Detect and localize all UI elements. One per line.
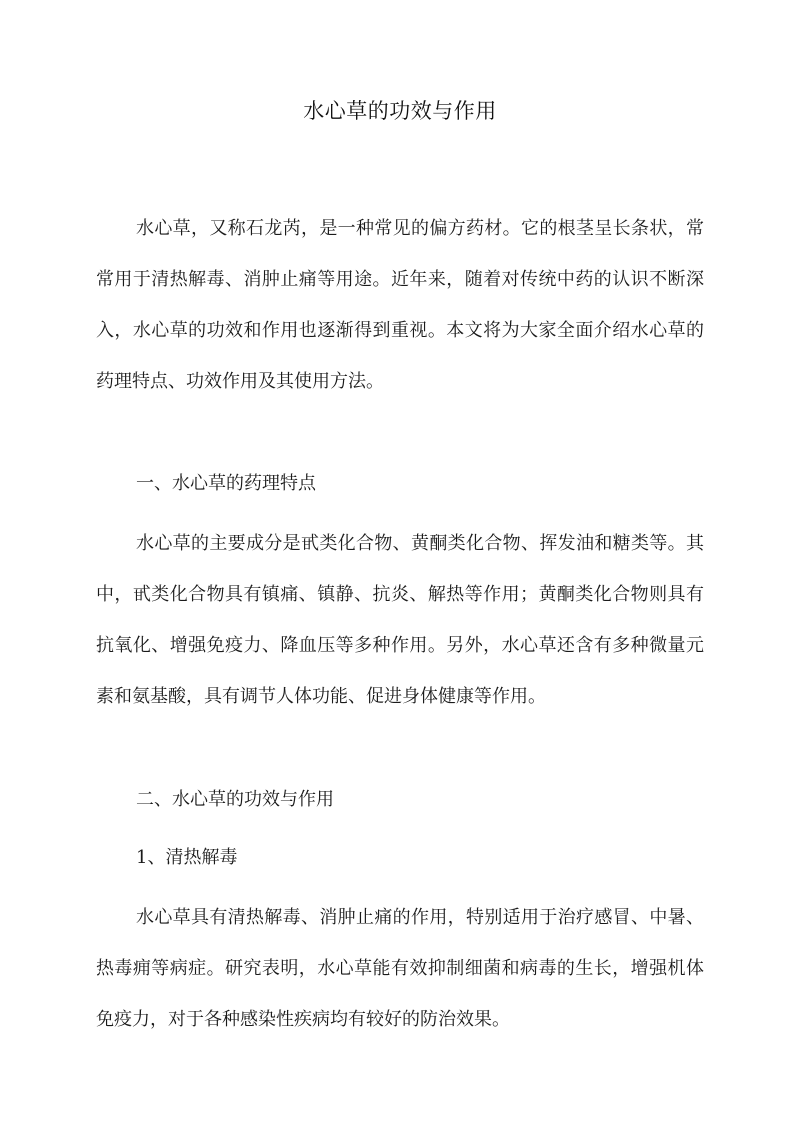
section-1-heading-block <box>96 458 704 509</box>
intro-paragraph: 水心草，又称石龙芮，是一种常见的偏方药材。它的根茎呈长条状，常常用于清热解毒、消肿止痛等用途。近年来，随着对传统中药的认识不断深入，水心草的功效和作用也逐渐得到重视。本文将为大家全面介绍水心草的药理特点、功效作用及其使用方法。 <box>96 218 704 392</box>
subsection-1-heading: 1、清热解毒 <box>136 847 238 868</box>
intro-block <box>96 203 704 407</box>
subsection-1-paragraph: 水心草具有清热解毒、消肿止痛的作用，特别适用于治疗感冒、中暑、热毒痈等病症。研究表明，水心草能有效抑制细菌和病毒的生长，增强机体免疫力，对于各种感染性疾病均有较好的防治效果。 <box>96 907 704 1030</box>
subsection-1-body-block <box>96 892 704 1045</box>
subsection-1-heading-block <box>96 832 704 883</box>
section-1-paragraph: 水心草的主要成分是甙类化合物、黄酮类化合物、挥发油和糖类等。其中，甙类化合物具有镇痛、镇静、抗炎、解热等作用；黄酮类化合物则具有抗氧化、增强免疫力、降血压等多种作用。另外，水心草还含有多种微量元素和氨基酸，具有调节人体功能、促进身体健康等作用。 <box>96 533 704 707</box>
section-2-heading: 二、水心草的功效与作用 <box>136 789 334 810</box>
section-1-heading: 一、水心草的药理特点 <box>136 473 316 494</box>
document-title: 水心草的功效与作用 <box>303 99 497 123</box>
section-1-body-block <box>96 518 704 722</box>
section-2-heading-block <box>96 774 704 825</box>
